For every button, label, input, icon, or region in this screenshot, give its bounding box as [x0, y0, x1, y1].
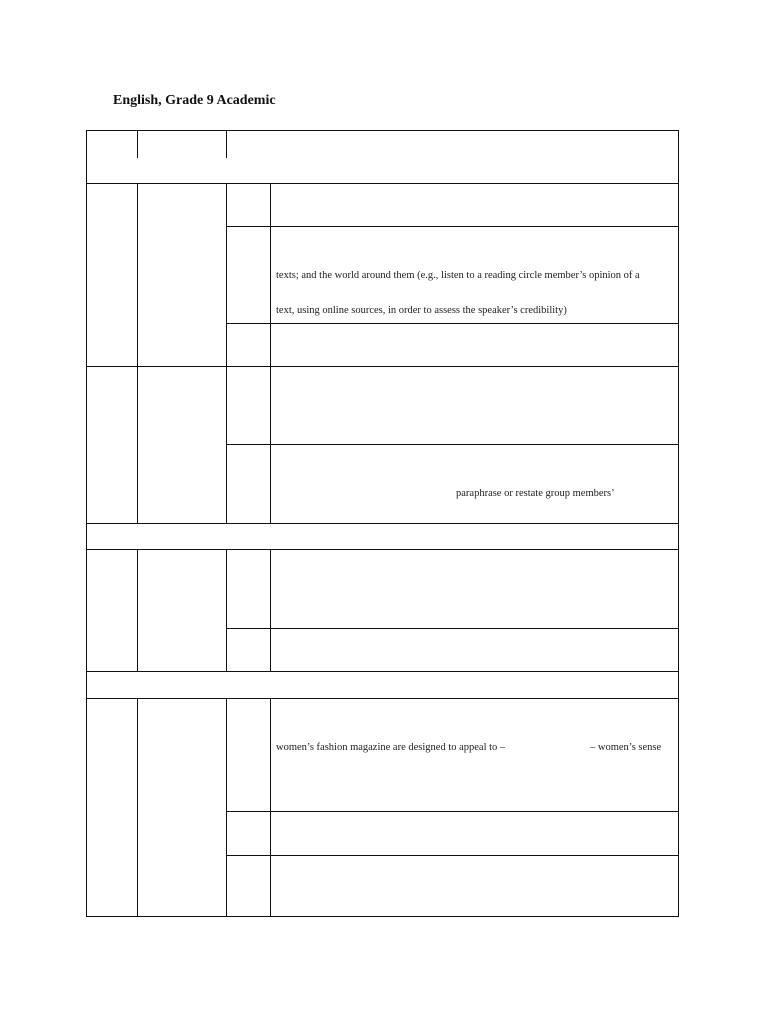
table-cell-text: text, using online sources, in order to assess the speaker’s credibility) [276, 305, 567, 316]
table-cell-text: women’s fashion magazine are designed to appeal to – [276, 742, 506, 753]
row-divider [226, 628, 679, 629]
row-divider [86, 671, 679, 672]
column-divider [226, 549, 227, 672]
row-divider [86, 698, 679, 699]
table-cell-text: texts; and the world around them (e.g., listen to a reading circle member’s opinion of a [276, 270, 640, 281]
column-divider [226, 183, 227, 367]
table-border-bottom [86, 916, 679, 917]
row-divider [226, 323, 679, 324]
row-divider [226, 811, 679, 812]
table-border-top [86, 130, 679, 131]
row-divider [226, 226, 679, 227]
row-divider [86, 549, 679, 550]
column-divider [270, 698, 271, 916]
column-divider [137, 549, 138, 672]
header-divider [137, 130, 138, 158]
column-divider [270, 366, 271, 524]
row-divider [86, 523, 679, 524]
column-divider [137, 366, 138, 524]
column-divider [270, 183, 271, 367]
row-divider [226, 855, 679, 856]
column-divider [137, 183, 138, 367]
header-divider [226, 130, 227, 158]
column-divider [226, 366, 227, 524]
page-title: English, Grade 9 Academic [113, 93, 276, 108]
column-divider [270, 549, 271, 672]
column-divider [226, 698, 227, 916]
row-divider [86, 183, 679, 184]
row-divider [86, 366, 679, 367]
row-divider [226, 444, 679, 445]
table-cell-text: paraphrase or restate group members’ [456, 488, 615, 499]
column-divider [137, 698, 138, 916]
table-cell-text: – women’s sense [590, 742, 662, 753]
